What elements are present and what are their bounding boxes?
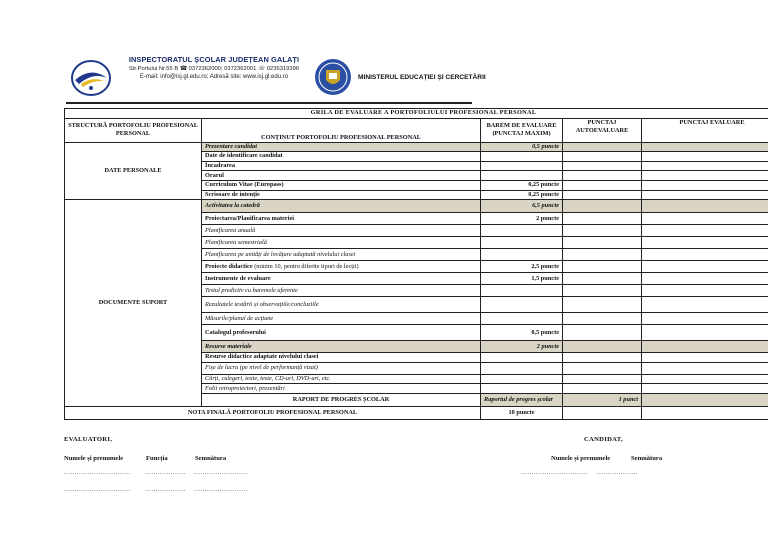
eval1-signature-line[interactable]: ......................... <box>194 469 248 476</box>
institution-block <box>114 55 314 80</box>
pts-cell <box>481 384 563 394</box>
cand-name-label: Numele și prenumele <box>551 455 611 462</box>
eval-cell[interactable] <box>642 384 768 394</box>
eval2-signature-line[interactable]: ......................... <box>194 486 248 493</box>
eval-cell[interactable] <box>642 353 768 363</box>
ministry-seal-icon <box>314 58 352 96</box>
self-cell[interactable] <box>563 341 642 353</box>
final-pts: 10 puncte <box>481 406 563 419</box>
contact-line: Str.Portului Nr.55 B ☎ 0372362000; 0372362001 ☏ 0236319396 <box>128 66 300 72</box>
eval-cell[interactable] <box>642 374 768 384</box>
pts-cell <box>481 237 563 249</box>
pts-proiectarea: 2 puncte <box>481 213 563 225</box>
col-header-structure: STRUCTURĂ PORTOFOLIU PROFESIONAL PERSONAL <box>65 118 202 142</box>
self-cell[interactable] <box>642 393 768 406</box>
eval-cell[interactable] <box>642 142 768 152</box>
self-cell[interactable] <box>563 237 642 249</box>
proiecte-note: (minim 10, pentru diferite tipuri de lecții) <box>254 262 359 270</box>
section-raport: RAPORT DE PROGRES ȘCOLAR <box>202 393 481 406</box>
row-incadrarea: Încadrarea <box>202 161 481 171</box>
isj-logo-icon <box>71 58 111 98</box>
section-date-personale: DATE PERSONALE <box>65 142 202 200</box>
eval-cell[interactable] <box>642 161 768 171</box>
pts-cell <box>481 249 563 261</box>
eval-cell[interactable] <box>642 180 768 190</box>
institution-name: INSPECTORATUL ȘCOLAR JUDEȚEAN GALAȚI <box>128 55 300 64</box>
self-cell[interactable] <box>563 161 642 171</box>
row-proiecte <box>202 261 481 273</box>
eval-cell[interactable] <box>642 190 768 200</box>
eval-cell[interactable] <box>642 237 768 249</box>
row-folii: Folii retroproiectori, prezentări <box>202 384 481 394</box>
eval-cell[interactable] <box>642 200 768 213</box>
eval-cell[interactable] <box>642 341 768 353</box>
self-cell[interactable] <box>563 273 642 285</box>
eval1-name-line[interactable]: ............................... <box>64 469 131 476</box>
eval-cell[interactable] <box>642 249 768 261</box>
row-catalogul: Catalogul profesorului <box>202 325 481 341</box>
letterhead <box>66 46 486 104</box>
pts-cell <box>481 285 563 297</box>
row-raport: Raportul de progres școlar <box>481 393 563 406</box>
proiecte-label: Proiecte didactice <box>205 262 253 270</box>
final-eval-cell[interactable] <box>642 406 768 419</box>
section-documente-suport: DOCUMENTE SUPORT <box>65 200 202 407</box>
pts-activitatea: 6,5 puncte <box>481 200 563 213</box>
eval2-function-line[interactable]: ................... <box>145 486 186 493</box>
self-cell[interactable] <box>563 225 642 237</box>
row-planif-anuala: Planificarea anuală <box>202 225 481 237</box>
row-resurse: Resurse materiale <box>202 341 481 353</box>
cand-signature-line[interactable]: ................... <box>597 469 638 476</box>
eval-cell[interactable] <box>642 297 768 313</box>
pts-catalogul: 0,5 puncte <box>481 325 563 341</box>
row-instrumente: Instrumente de evaluare <box>202 273 481 285</box>
pts-cell <box>481 171 563 181</box>
row-cv: Curriculum Vitae (Europass) <box>202 180 481 190</box>
self-cell[interactable] <box>563 384 642 394</box>
self-cell[interactable] <box>563 285 642 297</box>
self-cell[interactable] <box>563 180 642 190</box>
col-header-barem: BAREM DE EVALUARE (PUNCTAJ MAXIM) <box>481 118 563 142</box>
self-cell[interactable] <box>563 297 642 313</box>
eval-cell[interactable] <box>642 313 768 325</box>
self-cell[interactable] <box>563 374 642 384</box>
pts-cell <box>481 225 563 237</box>
eval2-name-line[interactable]: ............................... <box>64 486 131 493</box>
pts-resurse: 2 puncte <box>481 341 563 353</box>
pts-raport: 1 punct <box>563 393 642 406</box>
candidat-title: CANDIDAT, <box>584 436 623 443</box>
self-cell[interactable] <box>563 200 642 213</box>
row-planif-semestriala: Planificarea semestrială <box>202 237 481 249</box>
evaluatori-title: EVALUATORI, <box>64 436 113 443</box>
col-header-self: PUNCTAJ AUTOEVALUARE <box>563 118 642 142</box>
pts-cell <box>481 374 563 384</box>
eval-function-label: Funcția <box>146 455 168 462</box>
self-cell[interactable] <box>563 261 642 273</box>
eval-cell[interactable] <box>642 171 768 181</box>
row-carti: Cărți, culegeri, texte, teste, CD-uri, DVD-uri, etc. <box>202 374 481 384</box>
pts-cell <box>481 353 563 363</box>
eval-cell[interactable] <box>642 325 768 341</box>
pts-cell <box>481 362 563 374</box>
self-cell[interactable] <box>563 142 642 152</box>
col-header-content: CONȚINUT PORTOFOLIU PROFESIONAL PERSONAL <box>202 118 481 142</box>
header-divider <box>66 102 472 104</box>
grid-title: GRILA DE EVALUARE A PORTOFOLIULUI PROFESIONAL PERSONAL <box>65 109 768 119</box>
row-masurile: Măsurile/planul de acțiune <box>202 313 481 325</box>
pts-cell <box>481 313 563 325</box>
eval1-function-line[interactable]: ................... <box>145 469 186 476</box>
row-date-identificare: Date de identificare candidat <box>202 152 481 162</box>
row-scrisoare: Scrisoare de intenție <box>202 190 481 200</box>
row-activitatea: Activitatea la catedră <box>202 200 481 213</box>
self-cell[interactable] <box>563 362 642 374</box>
pts-scrisoare: 0,25 puncte <box>481 190 563 200</box>
self-cell[interactable] <box>563 213 642 225</box>
pts-instrumente: 1,5 puncte <box>481 273 563 285</box>
final-self-cell[interactable] <box>563 406 642 419</box>
cand-name-line[interactable]: ............................... <box>521 469 588 476</box>
evaluation-grid <box>64 108 768 420</box>
row-resurse-didactice: Resurse didactice adaptate nivelului clasei <box>202 353 481 363</box>
row-proiectarea: Proiectarea/Planificarea materiei <box>202 213 481 225</box>
pts-cell <box>481 152 563 162</box>
self-cell[interactable] <box>563 313 642 325</box>
self-cell[interactable] <box>563 190 642 200</box>
self-cell[interactable] <box>563 249 642 261</box>
final-label: NOTA FINALĂ PORTOFOLIU PROFESIONAL PERSONAL <box>65 406 481 419</box>
cand-signature-label: Semnătura <box>631 455 663 462</box>
self-cell[interactable] <box>563 353 642 363</box>
row-prezentare: Prezentare candidat <box>202 142 481 152</box>
ministry-name: MINISTERUL EDUCAȚIEI ȘI CERCETĂRII <box>358 74 486 81</box>
row-testul: Testul predictiv cu baremele aferente <box>202 285 481 297</box>
row-fise: Fișe de lucru (pe nivel de performanță vizat) <box>202 362 481 374</box>
self-cell[interactable] <box>563 171 642 181</box>
eval-cell[interactable] <box>642 261 768 273</box>
self-cell[interactable] <box>563 152 642 162</box>
eval-cell[interactable] <box>642 362 768 374</box>
eval-cell[interactable] <box>642 225 768 237</box>
eval-cell[interactable] <box>642 213 768 225</box>
pts-cv: 0,25 puncte <box>481 180 563 190</box>
eval-cell[interactable] <box>642 152 768 162</box>
row-orarul: Orarul <box>202 171 481 181</box>
eval-name-label: Numele și prenumele <box>64 455 124 462</box>
row-planif-unitati: Planificarea pe unități de învățare adaptată nivelului clasei <box>202 249 481 261</box>
row-rezultatele: Rezultatele testării și observațiile/concluziile <box>202 297 481 313</box>
pts-proiecte: 2,5 puncte <box>481 261 563 273</box>
eval-cell[interactable] <box>642 273 768 285</box>
self-cell[interactable] <box>563 325 642 341</box>
pts-cell <box>481 161 563 171</box>
col-header-eval: PUNCTAJ EVALUARE <box>642 118 768 142</box>
eval-cell[interactable] <box>642 285 768 297</box>
eval-signature-label: Semnătura <box>195 455 227 462</box>
pts-prezentare: 0,5 puncte <box>481 142 563 152</box>
web-line: E-mail: info@isj.gl.edu.ro; Adresă site: www.isj.gl.edu.ro <box>139 74 289 80</box>
pts-cell <box>481 297 563 313</box>
